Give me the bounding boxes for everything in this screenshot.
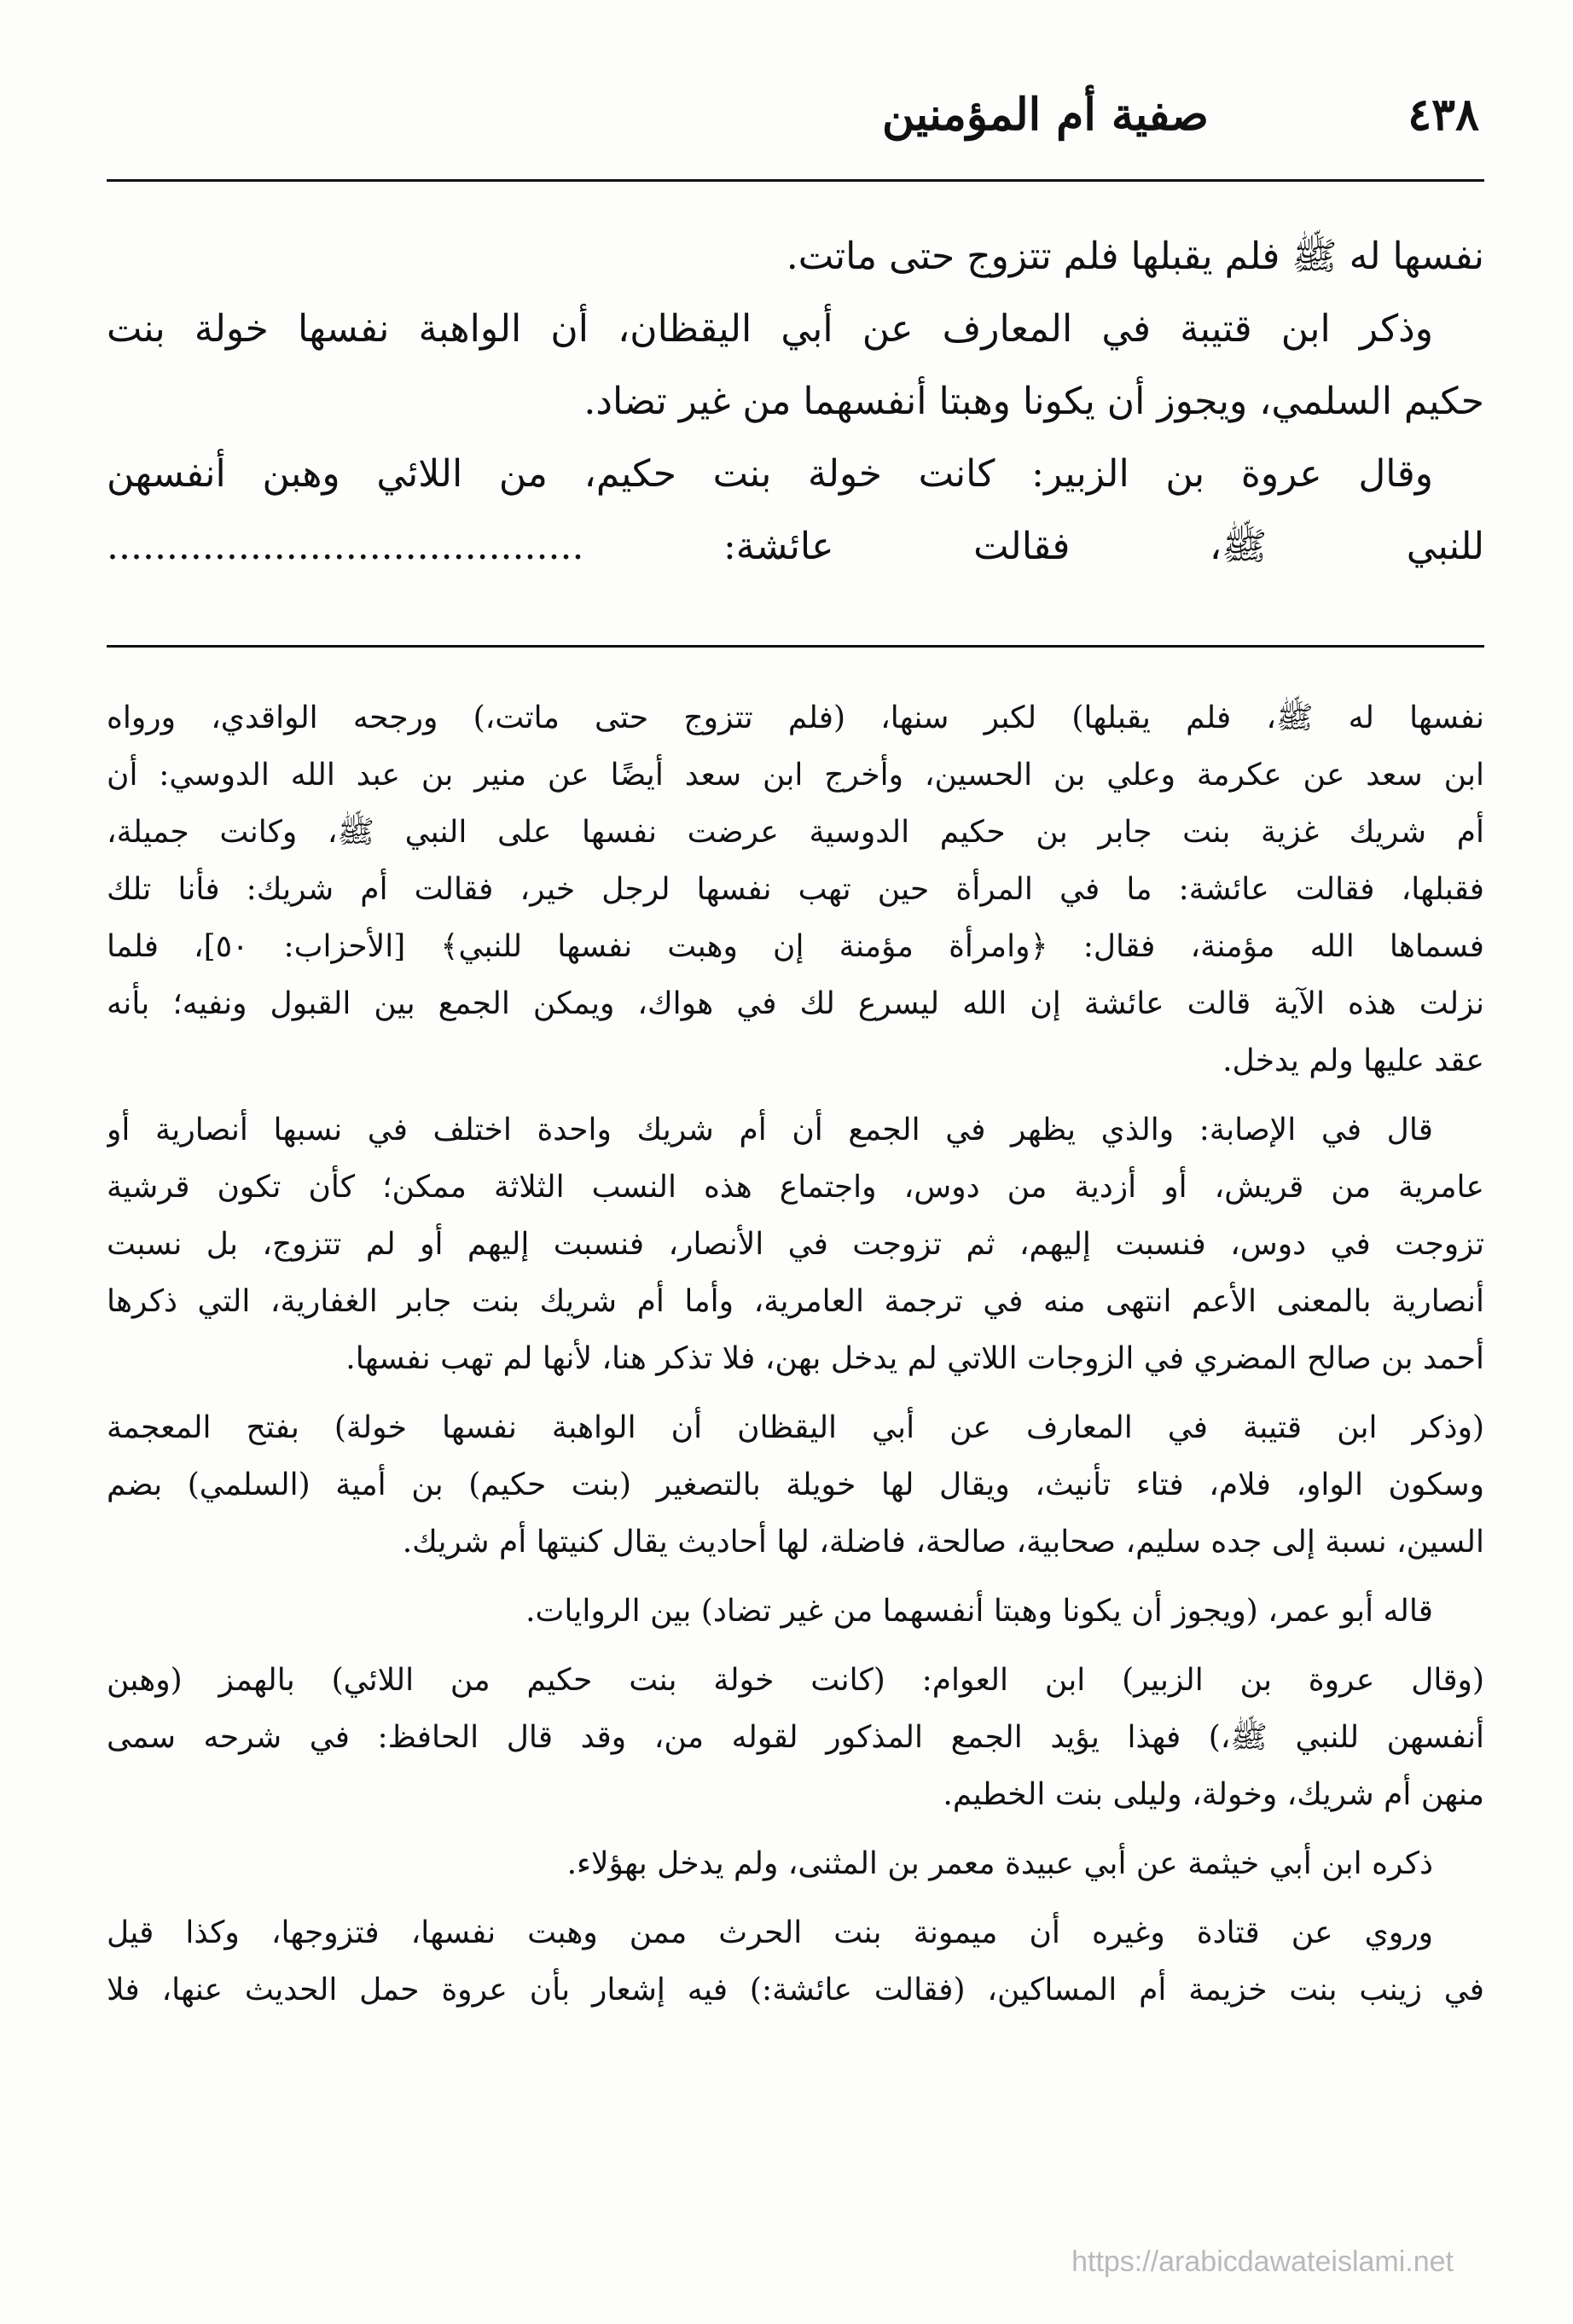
watermark-url: https://arabicdawateislami.net [1071, 2246, 1454, 2278]
commentary-text [107, 689, 1484, 2019]
running-header-title: صفية أم المؤمنين [882, 89, 1209, 141]
commentary-line: قال في الإصابة: والذي يظهر في الجمع أن أم شريك واحدة اختلف في نسبها أنصارية أو [107, 1113, 1433, 1147]
commentary-line: أحمد بن صالح المضري في الزوجات اللاتي لم يدخل بهن، فلا تذكر هنا، لأنها لم تهب نفسها. [345, 1341, 1484, 1376]
commentary-line: أنصارية بالمعنى الأعم انتهى منه في ترجمة العامرية، وأما أم شريك بنت جابر الغفارية، التي ذكرها [107, 1284, 1484, 1319]
commentary-line: عامرية من قريش، أو أزدية من دوس، واجتماع هذه النسب الثلاثة ممكن؛ كأن تكون قرشية [107, 1170, 1484, 1205]
header-rule [107, 179, 1484, 182]
commentary-line: (وقال عروة بن الزبير) ابن العوام: (كانت خولة بنت حكيم من اللائي) بالهمز (وهبن [107, 1663, 1484, 1698]
page-number: ٤٣٨ [1408, 89, 1479, 141]
commentary-line: السين، نسبة إلى جده سليم، صحابية، صالحة، فاضلة، لها أحاديث يقال كنيتها أم شريك. [402, 1525, 1484, 1560]
commentary-line: نفسها له ﷺ، فلم يقبلها) لكبر سنها، (فلم تتزوج حتى ماتت،) ورجحه الواقدي، ورواه [107, 700, 1484, 735]
commentary-line: قاله أبو عمر، (ويجوز أن يكونا وهبتا أنفسهما من غير تضاد) بين الروايات. [525, 1594, 1433, 1629]
commentary-line: تزوجت في دوس، فنسبت إليهم، ثم تزوجت في الأنصار، فنسبت إليهم أو لم تتزوج، بل نسبت [107, 1227, 1484, 1262]
commentary-line: فسماها الله مؤمنة، فقال: ﴿وامرأة مؤمنة إن وهبت نفسها للنبي﴾ [الأحزاب: ٥٠]، فلما [107, 929, 1484, 964]
commentary-line: وروي عن قتادة وغيره أن ميمونة بنت الحرث ممن وهبت نفسها، فتزوجها، وكذا قيل [107, 1915, 1433, 1950]
commentary-line: ابن سعد عن عكرمة وعلي بن الحسين، وأخرج ابن سعد أيضًا عن منير بن عبد الله الدوسي: أن [107, 758, 1484, 793]
commentary-line: فقبلها، فقالت عائشة: ما في المرأة حين تهب نفسها لرجل خير، فقالت أم شريك: فأنا تلك [107, 872, 1484, 907]
main-text [107, 220, 1484, 583]
separator-rule [107, 645, 1484, 648]
commentary-line: أم شريك غزية بنت جابر بن حكيم الدوسية عرضت نفسها على النبي ﷺ، وكانت جميلة، [107, 815, 1484, 850]
commentary-line: نزلت هذه الآية قالت عائشة إن الله ليسرع لك في هواك، ويمكن الجمع بين القبول ونفيه؛ بأنه [107, 986, 1484, 1021]
main-text-line: للنبي ﷺ، فقالت عائشة: ........................................ [107, 525, 1484, 568]
commentary-line: أنفسهن للنبي ﷺ،) فهذا يؤيد الجمع المذكور لقوله من، وقد قال الحافظ: في شرحه سمى [107, 1720, 1484, 1755]
main-text-line: وذكر ابن قتيبة في المعارف عن أبي اليقظان، أن الواهبة نفسها خولة بنت [107, 307, 1433, 351]
commentary-line: منهن أم شريك، وخولة، وليلى بنت الخطيم. [943, 1777, 1484, 1812]
commentary-line: ذكره ابن أبي خيثمة عن أبي عبيدة معمر بن المثنى، ولم يدخل بهؤلاء. [566, 1846, 1433, 1881]
main-text-line: نفسها له ﷺ فلم يقبلها فلم تتزوج حتى ماتت. [786, 235, 1484, 278]
commentary-line: في زينب بنت خزيمة أم المساكين، (فقالت عائشة:) فيه إشعار بأن عروة حمل الحديث عنها، فلا [107, 1972, 1484, 2007]
main-text-line: حكيم السلمي، ويجوز أن يكونا وهبتا أنفسهما من غير تضاد. [583, 380, 1484, 423]
commentary-line: وسكون الواو، فلام، فتاء تأنيث، ويقال لها خويلة بالتصغير (بنت حكيم) بن أمية (السلمي) بضم [107, 1467, 1484, 1502]
commentary-line: (وذكر ابن قتيبة في المعارف عن أبي اليقظان أن الواهبة نفسها خولة) بفتح المعجمة [107, 1410, 1484, 1445]
main-text-line: وقال عروة بن الزبير: كانت خولة بنت حكيم، من اللائي وهبن أنفسهن [107, 452, 1433, 496]
commentary-line: عقد عليها ولم يدخل. [1222, 1043, 1484, 1078]
